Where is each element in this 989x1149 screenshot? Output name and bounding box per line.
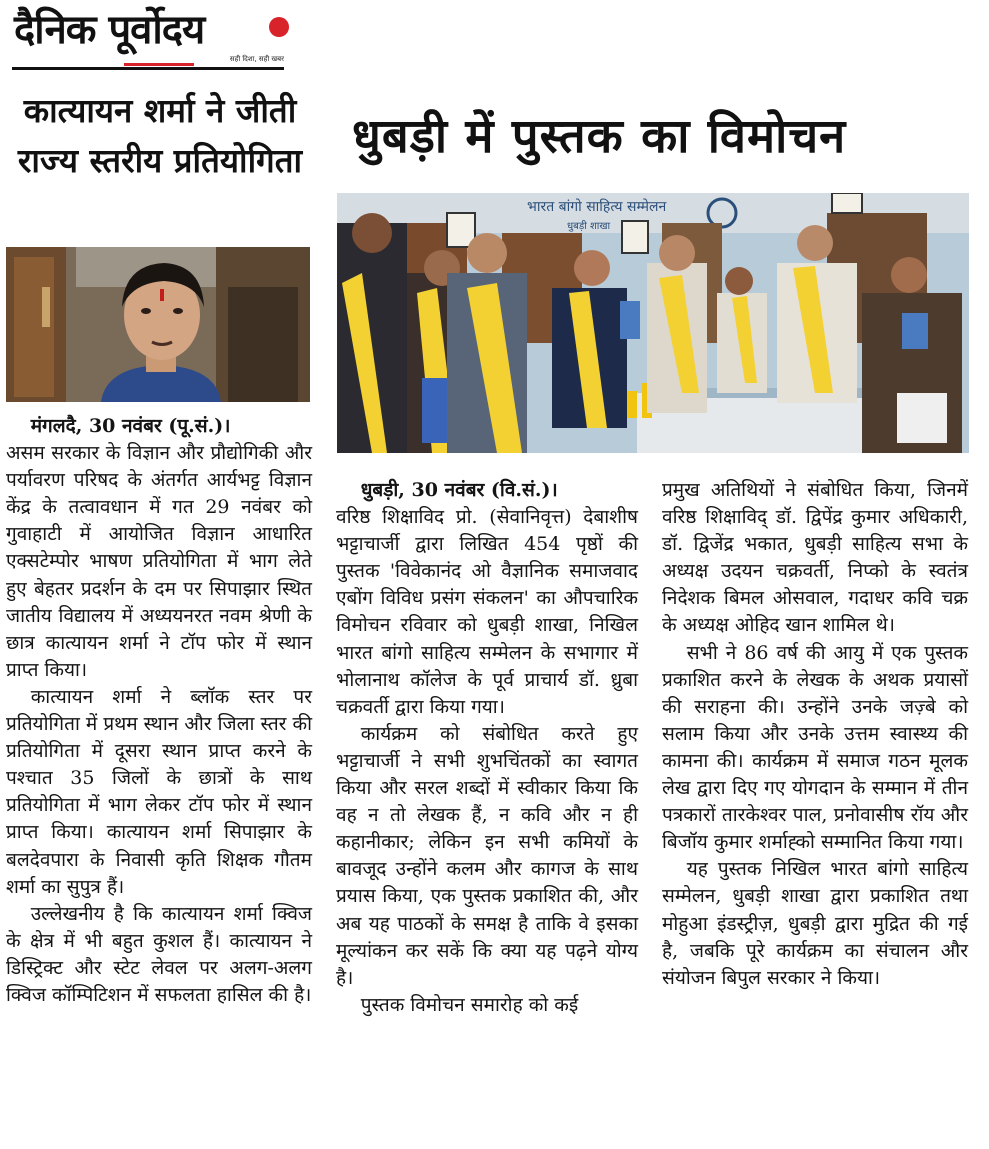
main-story-paragraph: पुस्तक विमोचन समारोह को कई bbox=[360, 993, 579, 1016]
newspaper-tagline: सही दिशा, सही खबर bbox=[229, 55, 284, 63]
masthead bbox=[12, 6, 284, 72]
main-story-dateline: धुबड़ी, 30 नवंबर (वि.सं.)। bbox=[360, 479, 558, 501]
student-portrait-photo bbox=[6, 247, 310, 402]
main-story-paragraph: सभी ने 86 वर्ष की आयु में एक पुस्तक प्रकाशित करने के लेखक के अथक प्रयासों की सराहना की। उन्होंने उनके जज़्बे को सलाम किया और उनके उत्तम स्वास्थ्य की कामना की। कार्यक्रम में समाज गठन मूलक लेख द्वारा दिए गए योगदान के सम्मान में तीन पत्रकारों तारकेश्वर पाल, प्रनोवासीष रॉय और बिजॉय कुमार शर्माह्को सम्मानित किया गया। bbox=[662, 641, 968, 854]
left-story-body bbox=[6, 413, 312, 1009]
book-release-group-photo bbox=[337, 193, 969, 453]
left-story-paragraph: उल्लेखनीय है कि कात्यायन शर्मा क्विज के क्षेत्र में भी बहुत कुशल हैं। कात्यायन ने डिस्ट्रिक्ट और स्टेट लेवल पर अलग-अलग क्विज कॉम्पिटिशन में सफलता हासिल की है। bbox=[6, 902, 312, 1006]
banner-text: भारत बांगो साहित्य सम्मेलन bbox=[527, 199, 667, 215]
main-story-paragraph: यह पुस्तक निखिल भारत बांगो साहित्य सम्मेलन, धुबड़ी शाखा द्वारा प्रकाशित तथा मोहुआ इंडस्ट्रीज़, धुबड़ी द्वारा मुद्रित की गई है, जबकि पूरे कार्यक्रम का संचालन और संयोजन बिपुल सरकार ने किया। bbox=[662, 858, 968, 989]
main-story-paragraph: प्रमुख अतिथियों ने संबोधित किया, जिनमें वरिष्ठ शिक्षाविद् डॉ. द्विपेंद्र कुमार अधिकारी, डॉ. द्विजेंद्र भकात, धुबड़ी साहित्य सभा के अध्यक्ष उदयन चक्रवर्ती, निप्को के स्वतंत्र निदेशक बिमल ओसवाल, गदाधर कवि चक्र के अध्यक्ष ओहिद खान शामिल थे। bbox=[662, 479, 968, 637]
masthead-red-bar bbox=[124, 63, 194, 66]
banner-subtext: धुबड़ी शाखा bbox=[567, 221, 611, 232]
main-story-column-1 bbox=[336, 477, 638, 1019]
left-story-headline: कात्यायन शर्मा ने जीती राज्य स्तरीय प्रतियोगिता bbox=[17, 91, 303, 180]
left-story-dateline: मंगलदै, 30 नवंबर (पू.सं.)। bbox=[30, 415, 231, 437]
left-story-paragraph: असम सरकार के विज्ञान और प्रौद्योगिकी और पर्यावरण परिषद के अंतर्गत आर्यभट्ट विज्ञान केंद्र के तत्वावधान में गत 29 नवंबर को गुवाहाटी में आयोजित विज्ञान आधारित एक्सटेम्पोर भाषण प्रतियोगिता में भाग लेते हुए बेहतर प्रदर्शन के दम पर सिपाझार स्थित जातीय विद्यालय में अध्ययनरत नवम श्रेणी के छात्र कात्यायन शर्मा ने टॉप फोर में स्थान प्राप्त किया। bbox=[6, 442, 312, 681]
main-story-paragraph: कार्यक्रम को संबोधित करते हुए भट्टाचार्जी ने सभी शुभचिंतकों का स्वागत किया और सरल शब्दों में स्वीकार किया कि वह न तो लेखक हैं, न कवि और न ही कहानीकार; लेकिन इन सभी कमियों के बावजूद उन्होंने कलम और कागज के साथ प्रयास किया, एक पुस्तक प्रकाशित की, और अब यह पाठकों के समक्ष है ताकि वे इसका मूल्यांकन कर सकें कि क्या यह पढ़ने योग्य है। bbox=[336, 722, 638, 989]
main-story-headline: धुबड़ी में पुस्तक का विमोचन bbox=[352, 109, 847, 164]
masthead-rule bbox=[12, 67, 284, 70]
main-story-paragraph: वरिष्ठ शिक्षाविद प्रो. (सेवानिवृत्त) देबाशीष भट्टाचार्जी द्वारा लिखित 454 पृष्ठों की पुस्तक 'विवेकानंद ओ वैज्ञानिक समाजवाद एबोंग विविध प्रसंग संकलन' का औपचारिक विमोचन रविवार को धुबड़ी शाखा, निखिल भारत बांगो साहित्य सम्मेलन के सभागार में भोलानाथ कॉलेज के पूर्व प्राचार्य डॉ. ध्रुबा चक्रवर्ती द्वारा किया गया। bbox=[336, 506, 638, 718]
sun-logo-icon bbox=[269, 17, 289, 37]
main-story-column-2 bbox=[662, 477, 968, 992]
left-story-paragraph: कात्यायन शर्मा ने ब्लॉक स्तर पर प्रतियोगिता में प्रथम स्थान और जिला स्तर की प्रतियोगिता में दूसरा स्थान प्राप्त करने के पश्चात 35 जिलों के छात्रों के साथ प्रतियोगिता में भाग लेकर टॉप फोर में स्थान प्राप्त किया। कात्यायन शर्मा सिपाझार के बलदेवपारा के निवासी कृति शिक्षक गौतम शर्मा का सुपुत्र हैं। bbox=[6, 685, 312, 898]
newspaper-name: दैनिक पूर्वोदय bbox=[14, 6, 205, 53]
